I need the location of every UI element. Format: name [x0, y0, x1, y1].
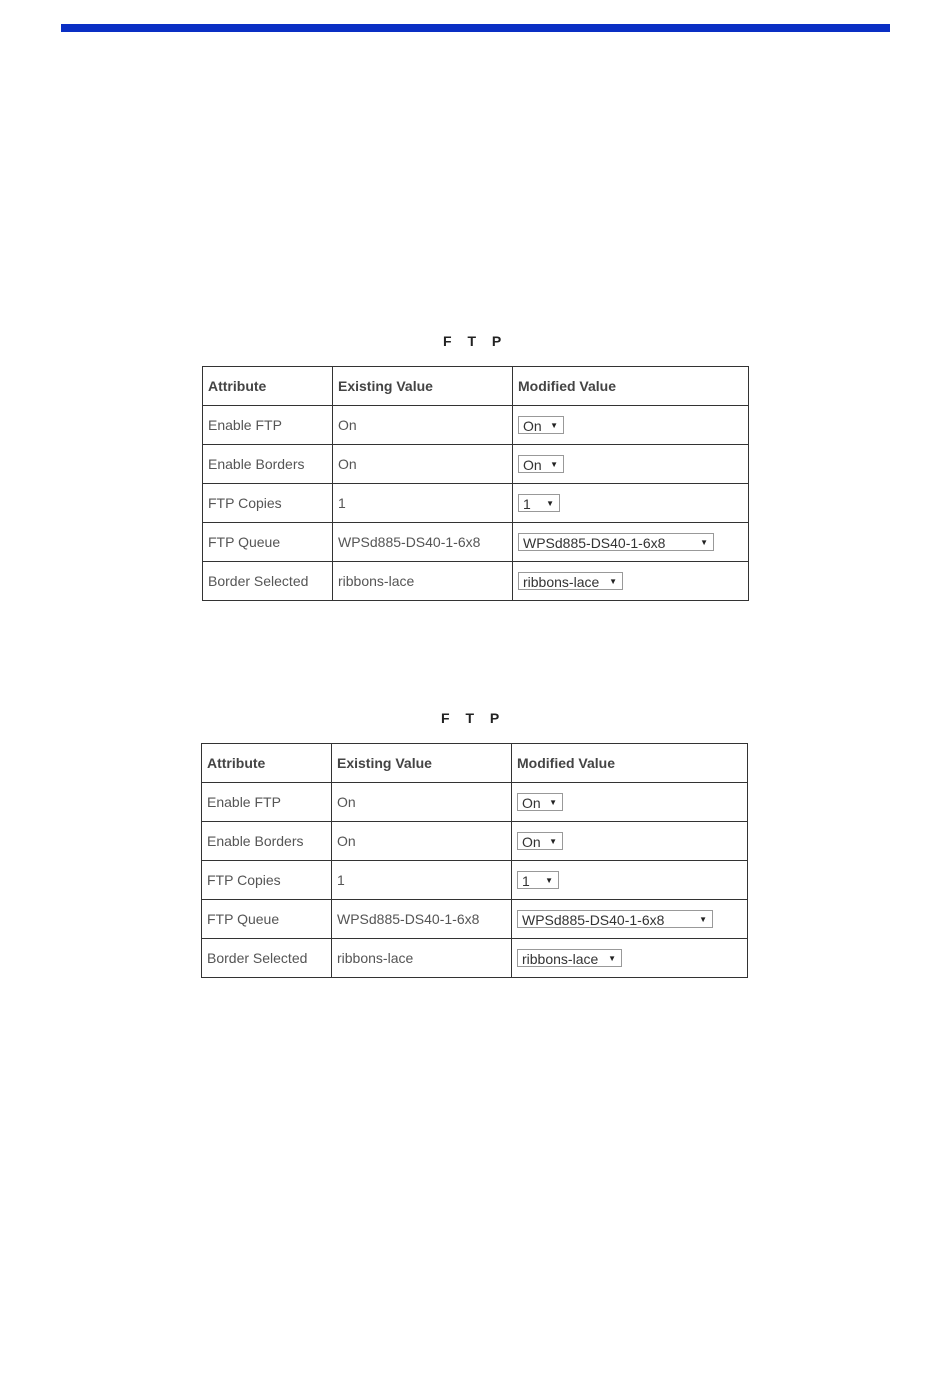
table-header-row — [202, 744, 748, 783]
table-row — [202, 939, 748, 978]
enable-ftp-select[interactable] — [517, 793, 563, 811]
table-row — [202, 822, 748, 861]
enable-borders-select[interactable] — [518, 455, 564, 473]
select-value: On — [523, 457, 542, 474]
existing-value-cell: 1 — [333, 484, 513, 523]
caret-down-icon: ▼ — [546, 499, 554, 509]
ftp-settings-table — [201, 743, 748, 978]
attribute-cell: Border Selected — [203, 562, 333, 601]
attribute-cell: Enable Borders — [203, 445, 333, 484]
ftp-copies-select[interactable] — [517, 871, 559, 889]
section-title: F T P — [441, 710, 506, 726]
ftp-queue-select[interactable] — [518, 533, 714, 551]
ftp-copies-select[interactable] — [518, 494, 560, 512]
caret-down-icon: ▼ — [550, 460, 558, 470]
select-value: 1 — [523, 496, 531, 513]
existing-value-cell: 1 — [332, 861, 512, 900]
existing-value-cell: On — [332, 822, 512, 861]
column-header-existing-value: Existing Value — [332, 744, 512, 783]
column-header-modified-value: Modified Value — [512, 744, 748, 783]
attribute-cell: FTP Copies — [203, 484, 333, 523]
attribute-cell: Enable FTP — [202, 783, 332, 822]
column-header-modified-value: Modified Value — [513, 367, 749, 406]
table-row — [203, 484, 749, 523]
caret-down-icon: ▼ — [549, 837, 557, 847]
table-row — [202, 783, 748, 822]
attribute-cell: FTP Queue — [202, 900, 332, 939]
ftp-settings-table — [202, 366, 749, 601]
column-header-attribute: Attribute — [203, 367, 333, 406]
existing-value-cell: On — [333, 406, 513, 445]
select-value: On — [522, 834, 541, 851]
caret-down-icon: ▼ — [550, 421, 558, 431]
attribute-cell: Enable FTP — [203, 406, 333, 445]
border-selected-select[interactable] — [517, 949, 622, 967]
select-value: On — [523, 418, 542, 435]
existing-value-cell: WPSd885-DS40-1-6x8 — [333, 523, 513, 562]
select-value: ribbons-lace — [522, 951, 599, 968]
select-value: WPSd885-DS40-1-6x8 — [523, 535, 666, 552]
caret-down-icon: ▼ — [609, 577, 617, 587]
ftp-queue-select[interactable] — [517, 910, 713, 928]
column-header-attribute: Attribute — [202, 744, 332, 783]
attribute-cell: FTP Queue — [203, 523, 333, 562]
table-row — [203, 406, 749, 445]
caret-down-icon: ▼ — [549, 798, 557, 808]
attribute-cell: FTP Copies — [202, 861, 332, 900]
header-accent-bar — [61, 24, 890, 32]
existing-value-cell: ribbons-lace — [333, 562, 513, 601]
table-row — [202, 861, 748, 900]
select-value: WPSd885-DS40-1-6x8 — [522, 912, 665, 929]
caret-down-icon: ▼ — [699, 915, 707, 925]
enable-ftp-select[interactable] — [518, 416, 564, 434]
column-header-existing-value: Existing Value — [333, 367, 513, 406]
caret-down-icon: ▼ — [608, 954, 616, 964]
attribute-cell: Enable Borders — [202, 822, 332, 861]
table-row — [203, 562, 749, 601]
table-row — [203, 523, 749, 562]
enable-borders-select[interactable] — [517, 832, 563, 850]
existing-value-cell: On — [333, 445, 513, 484]
select-value: ribbons-lace — [523, 574, 600, 591]
attribute-cell: Border Selected — [202, 939, 332, 978]
select-value: On — [522, 795, 541, 812]
table-row — [203, 445, 749, 484]
border-selected-select[interactable] — [518, 572, 623, 590]
table-row — [202, 900, 748, 939]
section-title: F T P — [443, 333, 508, 349]
caret-down-icon: ▼ — [545, 876, 553, 886]
table-header-row — [203, 367, 749, 406]
caret-down-icon: ▼ — [700, 538, 708, 548]
select-value: 1 — [522, 873, 530, 890]
existing-value-cell: WPSd885-DS40-1-6x8 — [332, 900, 512, 939]
existing-value-cell: On — [332, 783, 512, 822]
existing-value-cell: ribbons-lace — [332, 939, 512, 978]
